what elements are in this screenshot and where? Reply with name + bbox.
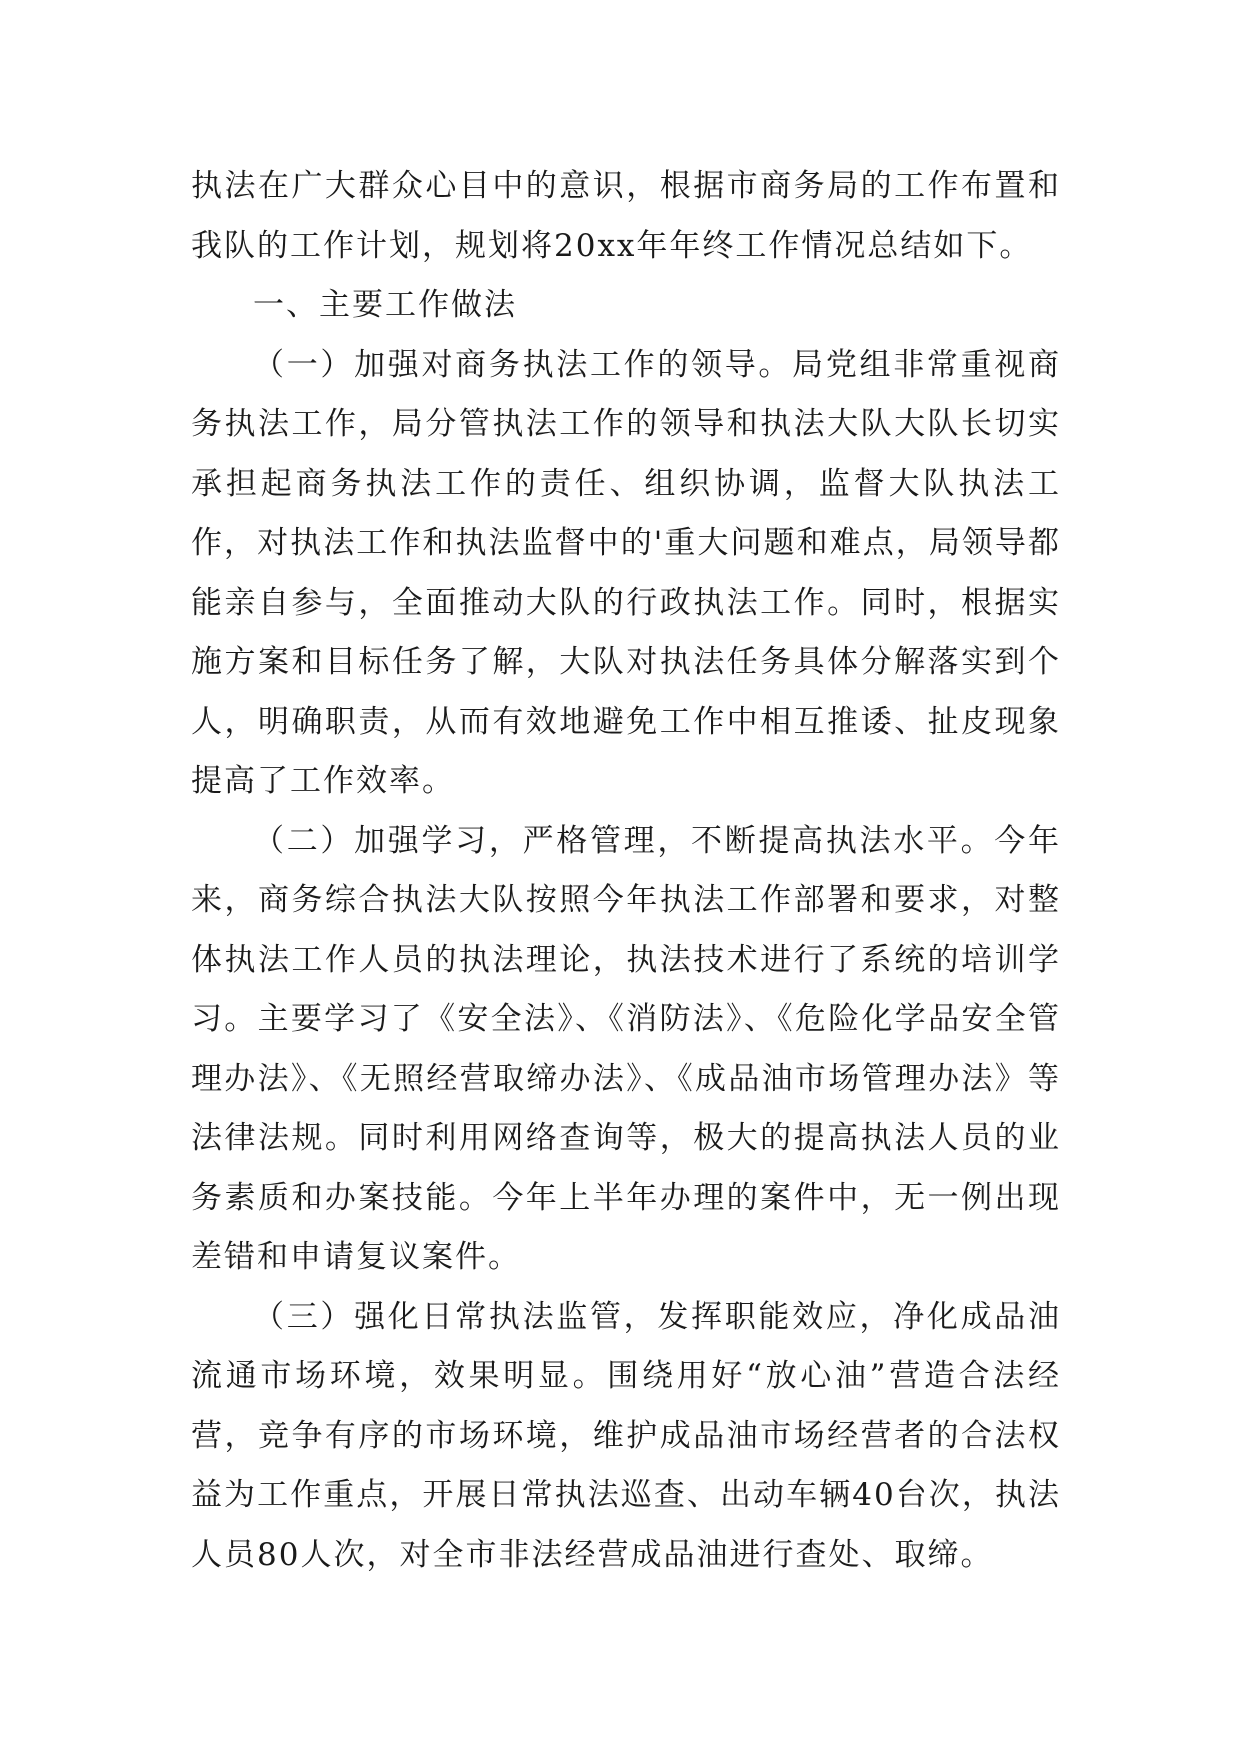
paragraph-continuation: 执法在广大群众心目中的意识，根据市商务局的工作布置和我队的工作计划，规划将20xx年年终工作情况总结如下。	[191, 168, 1061, 264]
paragraph-leadership: （一）加强对商务执法工作的领导。局党组非常重视商务执法工作，局分管执法工作的领导和执法大队大队长切实承担起商务执法工作的责任、组织协调，监督大队执法工作，对执法工作和执法监督中的'重大问题和难点，局领导都能亲自参与，全面推动大队的行政执法工作。同时，根据实施方案和目标任务了解，大队对执法任务具体分解落实到个人，明确职责，从而有效地避免工作中相互推诿、扯皮现象提高了工作效率。	[191, 346, 1061, 799]
paragraph-learning-management: （二）加强学习，严格管理，不断提高执法水平。今年来，商务综合执法大队按照今年执法工作部署和要求，对整体执法工作人员的执法理论，执法技术进行了系统的培训学习。主要学习了《安全法》、《消防法》、《危险化学品安全管理办法》、《无照经营取缔办法》、《成品油市场管理办法》等法律法规。同时利用网络查询等，极大的提高执法人员的业务素质和办案技能。今年上半年办理的案件中，无一例出现差错和申请复议案件。	[191, 822, 1061, 1275]
section-heading-main-work: 一、主要工作做法	[253, 287, 517, 323]
paragraph-daily-supervision: （三）强化日常执法监管，发挥职能效应，净化成品油流通市场环境，效果明显。围绕用好“放心油”营造合法经营，竞争有序的市场环境，维护成品油市场经营者的合法权益为工作重点，开展日常执法巡查、出动车辆40台次，执法人员80人次，对全市非法经营成品油进行查处、取缔。	[191, 1298, 1061, 1573]
document-body	[191, 157, 1061, 1585]
